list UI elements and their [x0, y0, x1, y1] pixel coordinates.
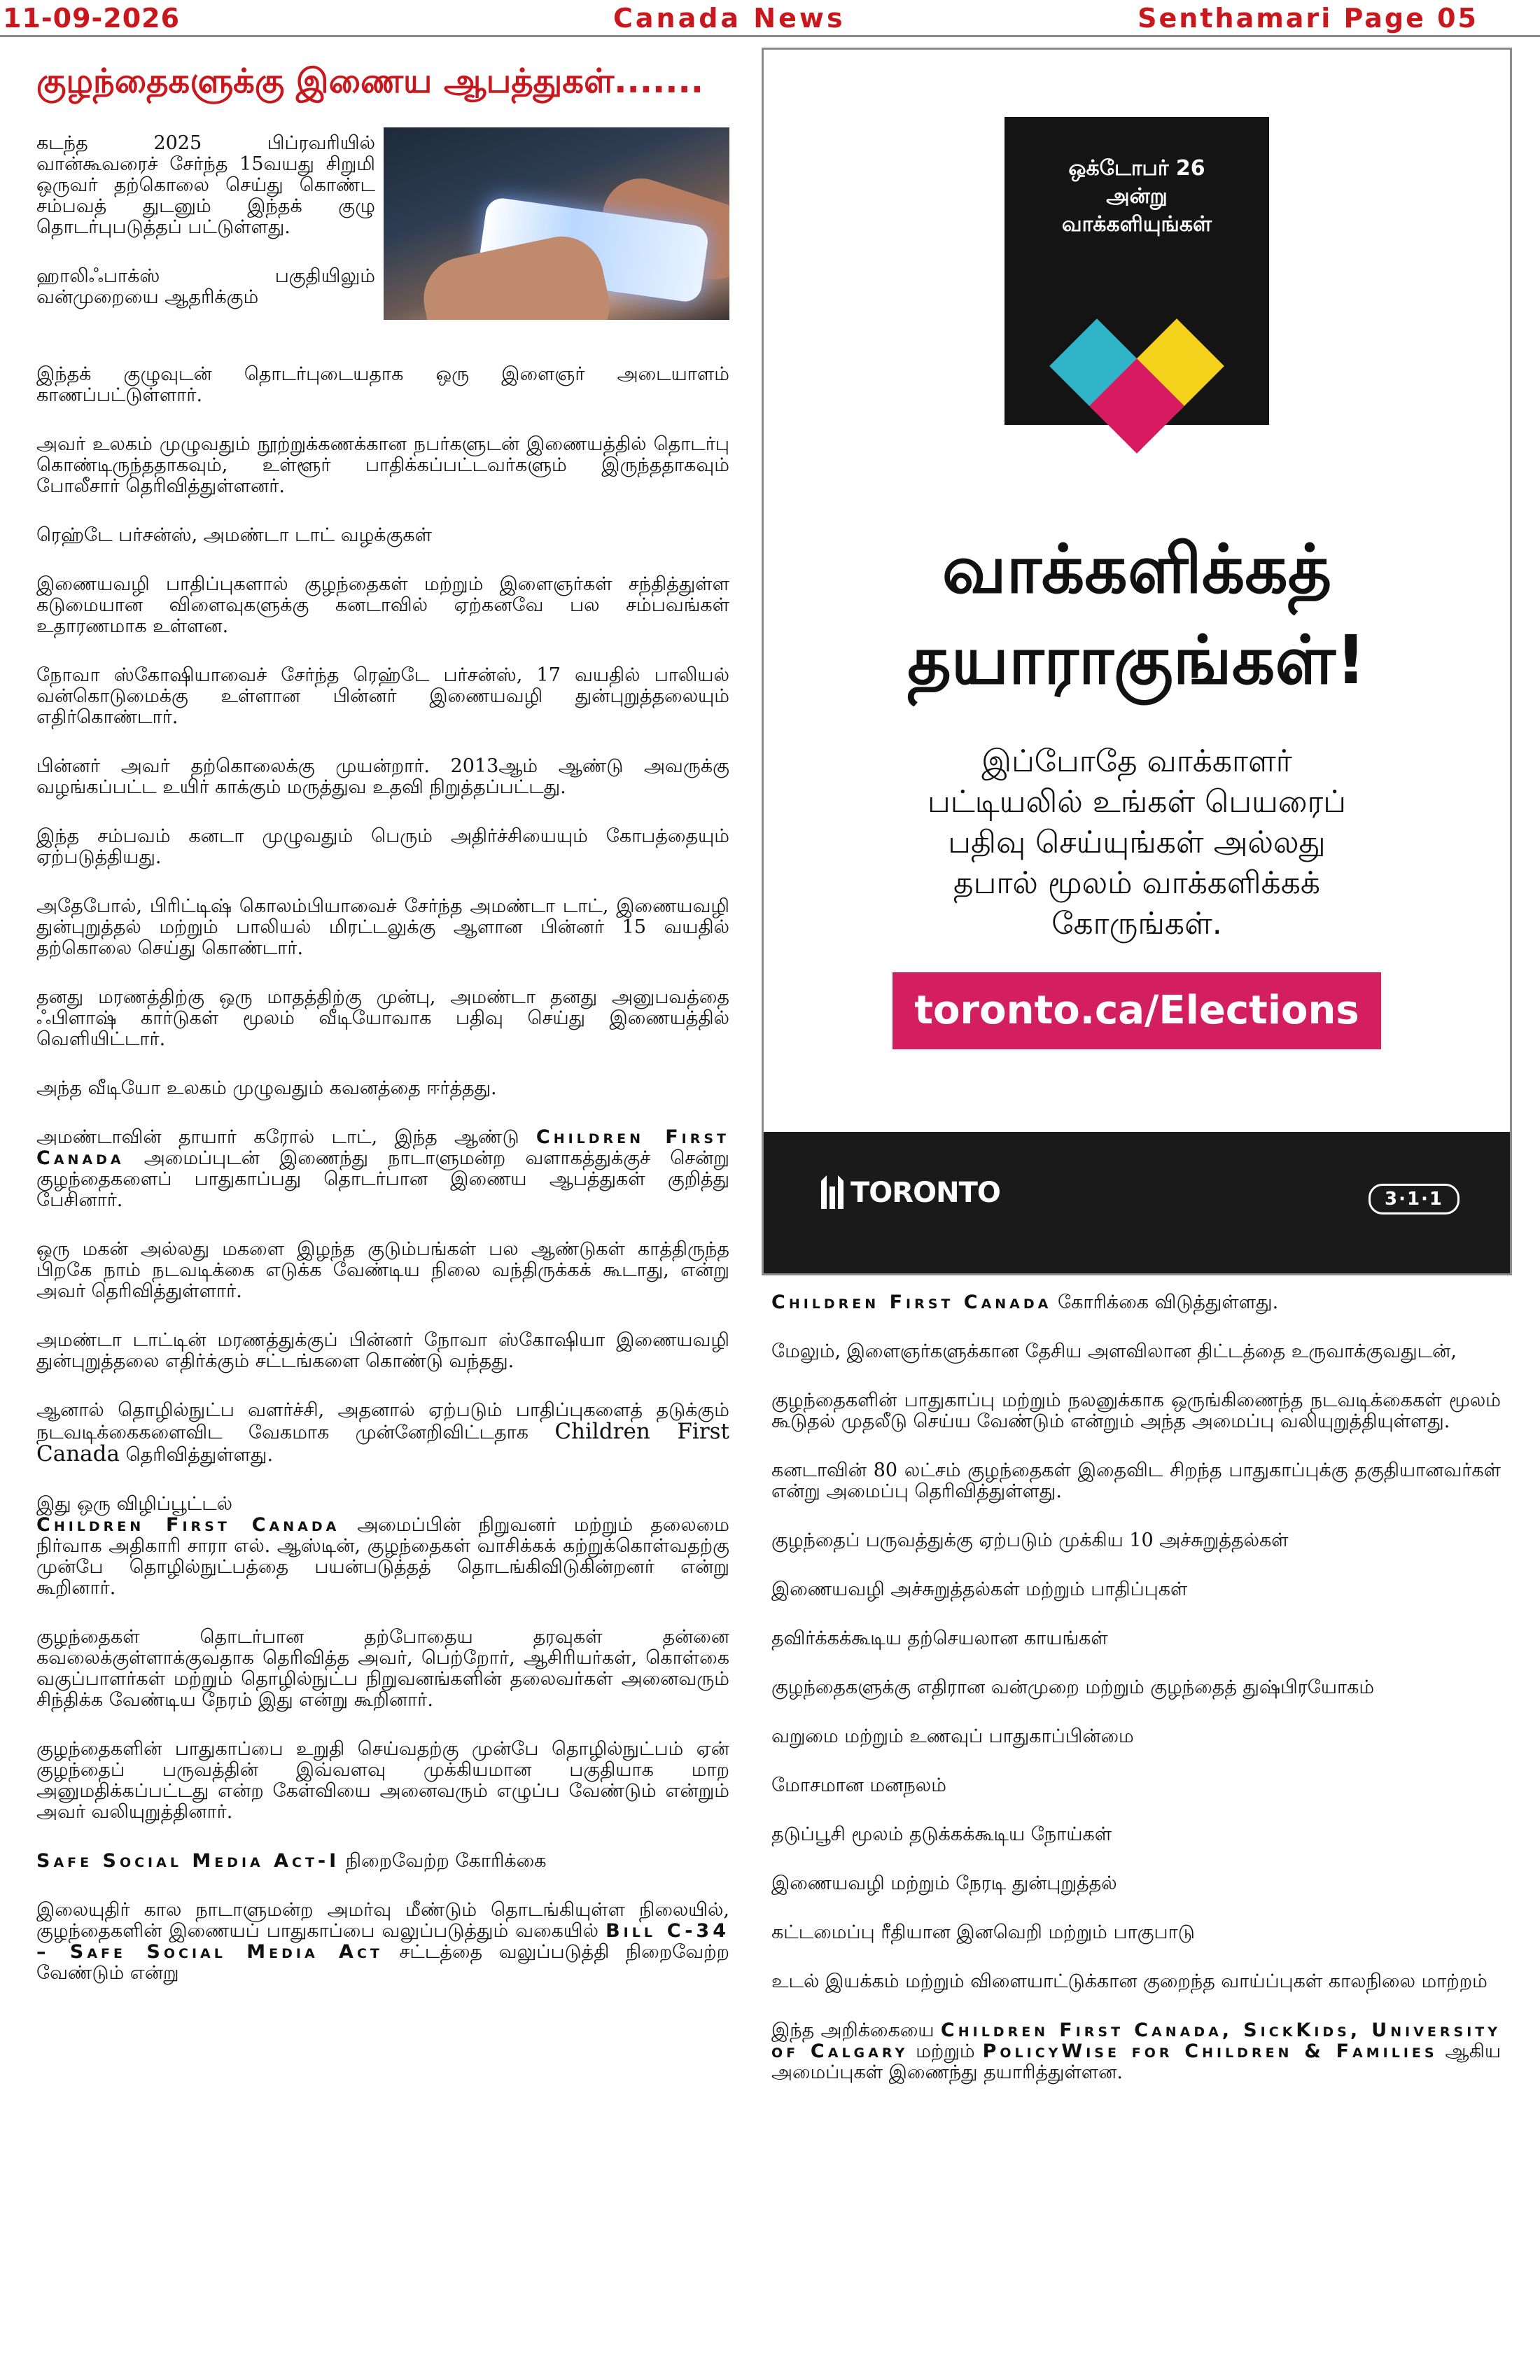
paragraph-text: தெரிவித்துள்ளது.	[119, 1444, 274, 1466]
org-name: Children First Canada, SickKids, University of Calgary	[771, 2019, 1501, 2062]
threat-list-item: வறுமை மற்றும் உணவுப் பாதுகாப்பின்மை	[771, 1726, 1134, 1747]
article-paragraph: நோவா ஸ்கோஷியாவைச் சேர்ந்த ரெஹ்டே பர்சன்ஸ், 17 வயதில் பாலியல் வன்கொடுமைக்கு உள்ளான பின்னர் இணையவழி துன்புறுத்தலையும் எதிர்கொண்டார்.	[36, 664, 729, 728]
org-name: Children First Canada	[771, 1292, 1052, 1313]
article-title: குழந்தைகளுக்கு இணைய ஆபத்துகள்.......	[36, 62, 704, 101]
threat-list-item: குழந்தைகளுக்கு எதிரான வன்முறை மற்றும் குழந்தைத் துஷ்பிரயோகம்	[771, 1676, 1375, 1698]
article-paragraph: அவர் உலகம் முழுவதும் நூற்றுக்கணக்கான நபர்களுடன் இணையத்தில் தொடர்பு கொண்டிருந்ததாகவும், உள்ளூர் பாதிக்கப்பட்டவர்களும் இருந்ததாகவும் போலீசார் தெரிவித்துள்ளனர்.	[36, 433, 729, 497]
article-paragraph: பின்னர் அவர் தற்கொலைக்கு முயன்றார். 2013ஆம் ஆண்டு அவருக்கு வழங்கப்பட்ட உயிர் காக்கும் மருத்துவ உதவி நிறுத்தப்பட்டது.	[36, 755, 729, 798]
paragraph-text: ஆகிய அமைப்புகள் இணைந்து தயாரித்துள்ளன.	[771, 2040, 1501, 2083]
article-intro	[36, 133, 375, 308]
paragraph-text: ஆனால் தொழில்நுட்ப வளர்ச்சி, அதனால் ஏற்படும் பாதிப்புகளைத் தடுக்கும் நடவடிக்கைகளைவிட வேகமாக முன்னேறிவிட்டதாக	[36, 1399, 729, 1443]
toronto-city-hall-icon	[820, 1174, 845, 1210]
ad-footer	[764, 1132, 1510, 1273]
issue-date: 11-09-2026	[3, 3, 181, 34]
article-left-column	[36, 364, 729, 1984]
intro-paragraph: கடந்த 2025 பிப்ரவரியில் வான்கூவரைச் சேர்ந்த 15வயது சிறுமி ஒருவர் தற்கொலை செய்து கொண்ட சம்பவத் துடனும் இந்தக் குழு தொடர்புபடுத்தப் பட்டுள்ளது.	[36, 132, 375, 238]
paragraph-text: நிறைவேற்ற கோரிக்கை	[340, 1850, 547, 1872]
ad-headline: தயாராகுங்கள்!	[907, 621, 1366, 699]
paragraph-text: மற்றும்	[908, 2040, 983, 2062]
org-name: Children First Canada	[36, 1126, 729, 1169]
article-paragraph: இந்தக் குழுவுடன் தொடர்புடையதாக ஒரு இளைஞர் அடையாளம் காணப்பட்டுள்ளார்.	[36, 363, 729, 406]
article-paragraph: இந்த சம்பவம் கனடா முழுவதும் பெரும் அதிர்ச்சியையும் கோபத்தையும் ஏற்படுத்தியது.	[36, 825, 729, 868]
paragraph-text: அமைப்புடன் இணைந்து நாடாளுமன்ற வளாகத்துக்குச் சென்று குழந்தைகளைப் பாதுகாப்பது தொடர்பான இணைய ஆபத்துகள் குறித்து பேசினார்.	[36, 1147, 729, 1211]
article-paragraph: குழந்தைகளின் பாதுகாப்பு மற்றும் நலனுக்காக ஒருங்கிணைந்த நடவடிக்கைகள் மூலம் கூடுதல் முதலீடு செய்ய வேண்டும் என்றும் அந்த அமைப்பு வலியுறுத்தியுள்ளது.	[771, 1390, 1501, 1432]
ad-body-line: பதிவு செய்யுங்கள் அல்லது	[948, 825, 1326, 860]
toronto-logo-text: TORONTO	[850, 1177, 1000, 1209]
article-right-column	[771, 1292, 1501, 2083]
ad-body-line: தபால் மூலம் வாக்களிக்கக்	[953, 865, 1320, 901]
ad-body-line: பட்டியலில் உங்கள் பெயரைப்	[927, 784, 1346, 820]
intro-paragraph-2: ஹாலிஃபாக்ஸ் பகுதியிலும் வன்முறையை ஆதரிக்கும்	[36, 265, 375, 308]
paragraph-text: சட்டத்தை வலுப்படுத்தி நிறைவேற்ற வேண்டும் என்று	[36, 1941, 729, 1984]
toronto-elections-ad	[762, 48, 1512, 1275]
org-name: Children First Canada	[36, 1419, 729, 1466]
ad-body-line: கோருங்கள்.	[1051, 906, 1222, 941]
article-paragraph: அந்த வீடியோ உலகம் முழுவதும் கவனத்தை ஈர்த்தது.	[36, 1077, 497, 1099]
bill-name: Bill C-34 – Safe Social Media Act	[36, 1920, 729, 1963]
ad-date-line: வாக்களியுங்கள்	[1061, 212, 1212, 237]
threat-list-heading: குழந்தைப் பருவத்துக்கு ஏற்படும் முக்கிய 10 அச்சுறுத்தல்கள்	[771, 1530, 1289, 1551]
article-paragraph: தனது மரணத்திற்கு ஒரு மாதத்திற்கு முன்பு, அமண்டா தனது அனுபவத்தை ஃபிளாஷ் கார்டுகள் மூலம் வீடியோவாக பதிவு செய்து இணையத்தில் வெளியிட்டார்.	[36, 986, 729, 1050]
act-name: Safe Social Media Act-I	[36, 1850, 340, 1872]
threat-list-item: தடுப்பூசி மூலம் தடுக்கக்கூடிய நோய்கள்	[771, 1823, 1112, 1845]
paragraph-text: அமண்டாவின் தாயார் கரோல் டாட், இந்த ஆண்டு	[36, 1126, 536, 1148]
article-subheading: இது ஒரு விழிப்பூட்டல்	[36, 1493, 233, 1515]
paragraph-text: இலையுதிர் கால நாடாளுமன்ற அமர்வு மீண்டும் தொடங்கியுள்ள நிலையில், குழந்தைகளின் இணையப் பாதுகாப்பை வலுப்படுத்தும் வகையில்	[36, 1899, 729, 1942]
threat-list-item: தவிர்க்கக்கூடிய தற்செயலான காயங்கள்	[771, 1628, 1108, 1649]
threat-list-item: இணையவழி அச்சுறுத்தல்கள் மற்றும் பாதிப்புகள்	[771, 1578, 1188, 1600]
org-name: Children First Canada	[36, 1514, 340, 1536]
elections-url-button[interactable]: toronto.ca/Elections	[892, 972, 1381, 1049]
article-paragraph: குழந்தைகள் தொடர்பான தற்போதைய தரவுகள் தன்னை கவலைக்குள்ளாக்குவதாக தெரிவித்த அவர், பெற்றோர், ஆசிரியர்கள், கொள்கை வகுப்பாளர்கள் மற்றும் தொழில்நுட்ப நிறுவனங்களின் தலைவர்கள் அனைவரும் சிந்திக்க வேண்டிய நேரம் இது என்று கூறினார்.	[36, 1626, 729, 1711]
article-paragraph	[36, 1127, 729, 1211]
hands-holding-phone-photo	[384, 127, 729, 320]
article-subheading: ரெஹ்டே பர்சன்ஸ், அமண்டா டாட் வழக்குகள்	[36, 524, 433, 546]
publication-page: Senthamari Page 05	[1138, 3, 1478, 34]
article-subheading	[36, 1851, 729, 1872]
header-rule	[0, 35, 1540, 37]
ad-date-line: ஒக்டோபர் 26	[1068, 156, 1205, 181]
threat-list-item: மோசமான மனநலம்	[771, 1774, 946, 1796]
article-paragraph	[36, 1515, 729, 1599]
ad-headline: வாக்களிக்கத்	[941, 530, 1332, 608]
article-paragraph: ஒரு மகன் அல்லது மகளை இழந்த குடும்பங்கள் பல ஆண்டுகள் காத்திருந்த பிறகே நாம் நடவடிக்கை எடுக்க வேண்டிய நிலை வந்திருக்கக் கூடாது, என்று அவர் தெரிவித்துள்ளார்.	[36, 1238, 729, 1302]
threat-list-item: கட்டமைப்பு ரீதியான இனவெறி மற்றும் பாகுபாடு	[771, 1921, 1195, 1943]
ad-311-badge: 3·1·1	[1368, 1184, 1460, 1214]
threat-list-item: உடல் இயக்கம் மற்றும் விளையாட்டுக்கான குறைந்த வாய்ப்புகள் காலநிலை மாற்றம்	[771, 1970, 1488, 1992]
page-header	[0, 0, 1540, 34]
ad-date-line: அன்று	[1106, 184, 1168, 209]
article-paragraph	[771, 1292, 1501, 1313]
ad-body-line: இப்போதே வாக்காளர்	[981, 743, 1292, 779]
article-paragraph	[36, 1400, 729, 1466]
article-paragraph: கனடாவின் 80 லட்சம் குழந்தைகள் இதைவிட சிறந்த பாதுகாப்புக்கு தகுதியானவர்கள் என்று அமைப்பு தெரிவித்துள்ளது.	[771, 1460, 1501, 1502]
article-paragraph: அமண்டா டாட்டின் மரணத்துக்குப் பின்னர் நோவா ஸ்கோஷியா இணையவழி துன்புறுத்தலை எதிர்க்கும் சட்டங்களை கொண்டு வந்தது.	[36, 1329, 729, 1372]
article-paragraph: குழந்தைகளின் பாதுகாப்பை உறுதி செய்வதற்கு முன்பே தொழில்நுட்பம் ஏன் குழந்தைப் பருவத்தின் இவ்வளவு முக்கியமான பகுதியாக மாற அனுமதிக்கப்பட்டது என்ற கேள்வியை அனைவரும் எழுப்ப வேண்டும் என்றும் அவர் வலியுறுத்தினார்.	[36, 1738, 729, 1823]
ad-date-panel	[1004, 117, 1269, 425]
paragraph-text: அமைப்பின் நிறுவனர் மற்றும் தலைமை நிர்வாக அதிகாரி சாரா எல். ஆஸ்டின், குழந்தைகள் வாசிக்கக் கற்றுக்கொள்வதற்கு முன்பே தொழில்நுட்பத்தை பயன்படுத்தத் தொடங்கிவிடுகின்றனர் என்று கூறினார்.	[36, 1514, 729, 1599]
article-paragraph: இணையவழி பாதிப்புகளால் குழந்தைகள் மற்றும் இளைஞர்கள் சந்தித்துள்ள கடுமையான விளைவுகளுக்கு கனடாவில் ஏற்கனவே பல சம்பவங்கள் உதாரணமாக உள்ளன.	[36, 573, 729, 637]
article-paragraph: அதேபோல், பிரிட்டிஷ் கொலம்பியாவைச் சேர்ந்த அமண்டா டாட், இணையவழி துன்புறுத்தல் மற்றும் பாலியல் மிரட்டலுக்கு ஆளான பின்னர் 15 வயதில் தற்கொலை செய்து கொண்டார்.	[36, 895, 729, 959]
closing-paragraph	[771, 2020, 1501, 2083]
paragraph-text: இந்த அறிக்கையை	[771, 2019, 941, 2041]
section-name: Canada News	[613, 3, 846, 34]
article-paragraph: மேலும், இளைஞர்களுக்கான தேசிய அளவிலான திட்டத்தை உருவாக்குவதுடன்,	[771, 1340, 1457, 1362]
org-name: PolicyWise for Children & Families	[982, 2040, 1438, 2062]
paragraph-text: கோரிக்கை விடுத்துள்ளது.	[1051, 1292, 1279, 1313]
threat-list-item: இணையவழி மற்றும் நேரடி துன்புறுத்தல்	[771, 1872, 1117, 1894]
article-paragraph	[36, 1900, 729, 1984]
